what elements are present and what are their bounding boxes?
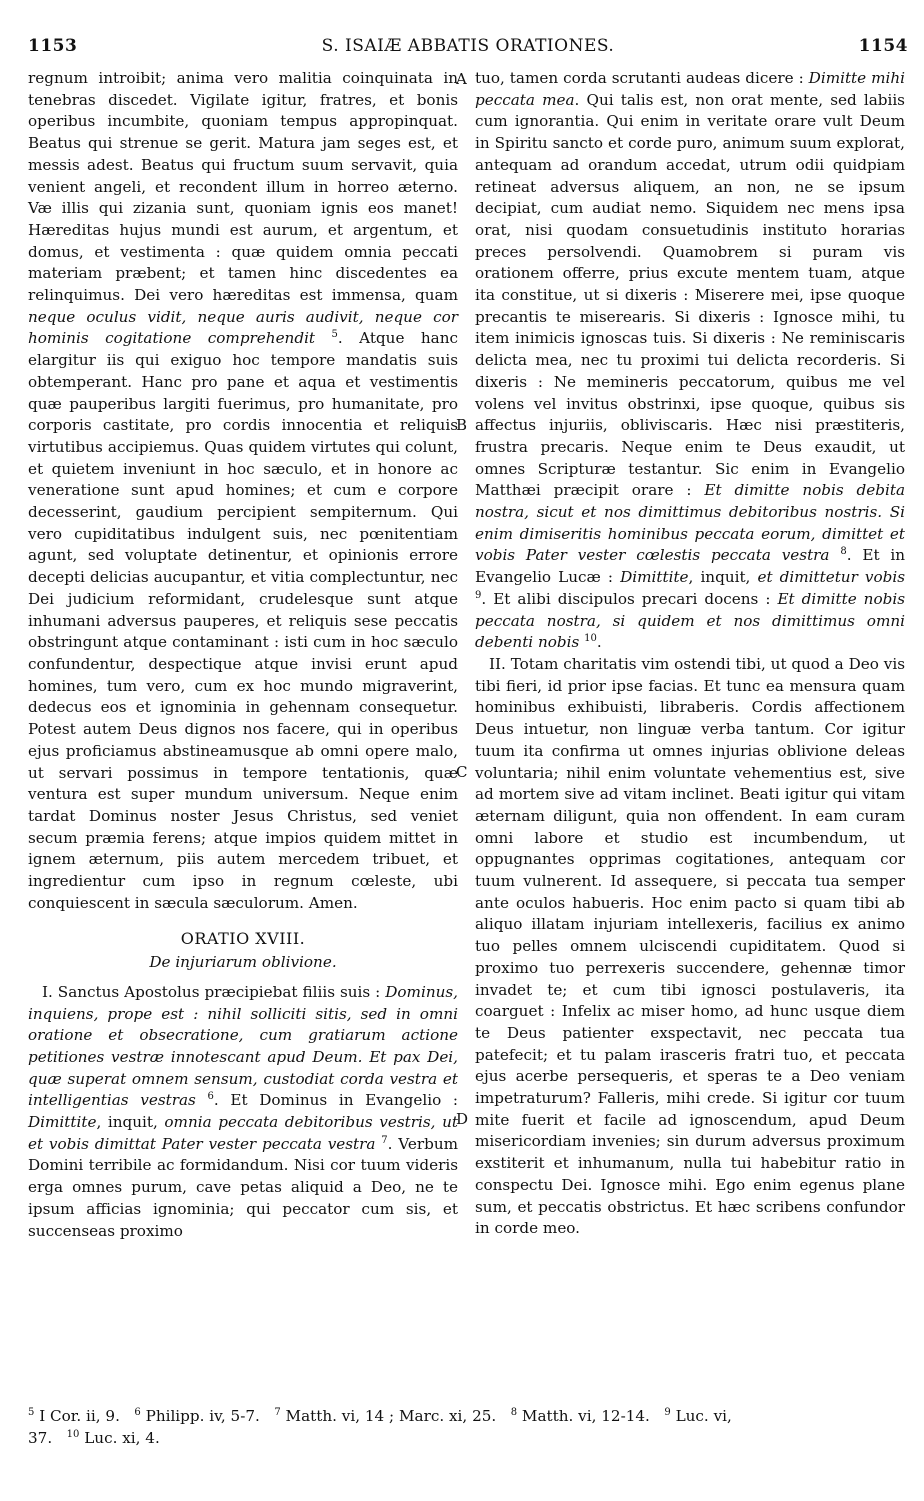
footnote-text: Matth. vi, 14 ; Marc. xi, 25. — [285, 1407, 497, 1425]
italic-quote: Dimittite — [28, 1113, 97, 1132]
footnote-number: 9 — [664, 1406, 671, 1418]
italic-quote: Et dimitte nobis debita nostra, sicut et nos dimittimus debitoribus nostris. Si enim dimiseritis hominibus peccata eorum, dimittet et vobis Pater vester cœlestis peccata vestra — [475, 481, 906, 565]
text-run: . Atque hanc elargitur iis qui exiguo hoc tempore mandatis suis obtemperant. Hanc pro pane et aqua et vestimentis quæ pauperibus largiti fuerimus, pro humanitate, pro corporis castitate, pro cordis innocentia et reliquis virtutibus accipiemus. Quas quidem virtutes qui colunt, et quietem inveniunt in hoc sæculo, et in honore ac veneratione sunt apud homines; et cum e corpore decesserint, gaudium percipient sempiternum. Qui vero cupiditatibus indulgent suis, nec pœnitentiam agunt, sed voluptate detinentur, et opinionis errore decepti delicias aucupantur, et vitia complectuntur, nec Dei judicium reformidant, crudelesque sunt atque inhumani adversus pauperes, et reliquis sese peccatis obstringunt atque contaminant : isti cum in hoc sæculo confundentur, despectique atque invisi erunt apud homines, tum vero, cum ex hoc mundo migraverint, dedecus eos et ignominia in gehennam consequetur. Potest autem Deus dignos nos facere, qui in operibus ejus proficiamus abstineamusque ab omni opere malo, ut servari possimus in tempore tentationis, quæ ventura est super mundum universum. Neque enim tardat Dominus noster Jesus Christus, sed veniet secum præmia ferens; atque impios quidem mittet in ignem æternum, piis autem mercedem tribuet, et ingredientur cum ipso in regnum cœleste, ubi conquiescent in sæcula sæculorum. Amen. — [28, 329, 458, 912]
paragraph-left-2 — [28, 982, 458, 1242]
text-run: . Et alibi discipulos precari docens : — [481, 589, 771, 608]
italic-quote: et dimittetur vobis — [757, 568, 906, 587]
footnote-ref: 10 — [584, 633, 597, 645]
text-run: regnum introibit; anima vero malitia coinquinata in tenebras discedet. Vigilate igitur, fratres, et bonis operibus incumbite, quoniam tempus appropinquat. Beatus qui strenue se gerit. Matura jam seges est, et messis adest. Beatus qui fructum suum servavit, quia venient angeli, et recondent illum in horreo æterno. Væ illis qui zizania sunt, quoniam ignis eos manet! Hæreditas hujus mundi est aurum, et argentum, et domus, et vestimenta : quæ quidem omnia peccati materiam præbent; et tamen hinc discedentes ea relinquimus. Dei vero hæreditas est immensa, quam — [28, 69, 458, 305]
footnote-ref: 8 — [840, 546, 847, 558]
footnotes — [28, 1405, 904, 1449]
paragraph-left-1 — [28, 68, 458, 914]
text-run: . Qui talis est, non orat mente, sed labiis cum ignorantia. Qui enim in veritate orare vult Deum in Spiritu sancto et corde puro, animum suum explorat, antequam ad orandum accedat, utrum odii quidpiam retineat adversus aliquem, an non, ne se ipsum decipiat, cum audiat nemo. Siquidem nec mens ipsa orat, nisi quodam consuetudinis instituto horarias preces persolvendi. Quamobrem si puram vis orationem offerre, prius excute mentem tuam, atque ita constitue, ut si dixeris : Miserere mei, ipse quoque precantis te miserearis. Si dixeris : Ignosce mihi, tu item inimicis ignoscas tuis. Si dixeris : Ne reminiscaris delicta mea, nec tu proximi tui delicta recorderis. Si dixeris : Ne memineris peccatorum, quibus me vel volens vel invitus obstrinxi, ipse quoque, quibus sis affectus injuriis, obliviscaris. Hæc nisi præstiteris, frustra precaris. Neque enim te Deus exaudit, ut omnes Scripturæ testantur. Sic enim in Evangelio Matthæi præcipit orare : — [475, 90, 905, 500]
text-run: tuo, tamen corda scrutanti audeas dicere : — [475, 69, 804, 87]
page-number-left: 1153 — [28, 36, 78, 56]
section-title: ORATIO XVIII. — [180, 929, 306, 949]
running-header — [28, 36, 908, 62]
footnote-text: Philipp. iv, 5-7. — [145, 1407, 260, 1425]
footnote-text: I Cor. ii, 9. — [39, 1407, 120, 1425]
margin-letter-d: D — [456, 1110, 469, 1128]
text-run: , inquit, — [688, 568, 751, 587]
italic-quote: Dimitte mihi peccata mea — [475, 69, 905, 109]
left-column — [28, 68, 458, 1242]
footnote-ref: 5 — [331, 329, 338, 341]
italic-quote: neque oculus vidit, neque auris audivit, neque cor hominis cogitatione comprehendit — [28, 307, 458, 348]
footnote-text: 37. — [28, 1429, 53, 1447]
footnote-ref: 7 — [381, 1134, 388, 1146]
italic-quote: omnia peccata debitoribus vestris, ut et vobis dimittat Pater vester peccata vestra — [28, 1113, 458, 1153]
section-subtitle: De injuriarum oblivione. — [149, 953, 337, 972]
footnote-text: Matth. vi, 12-14. — [521, 1407, 650, 1425]
text-run: I. Sanctus Apostolus præcipiebat filiis suis : — [42, 982, 381, 1001]
italic-quote: Et dimitte nobis peccata nostra, si quidem et nos dimittimus omni debenti nobis — [475, 589, 905, 652]
footnote-number: 8 — [510, 1406, 518, 1418]
text-run: . — [596, 633, 602, 652]
right-column — [475, 68, 905, 1240]
footnote-number: 7 — [274, 1406, 281, 1418]
text-run: . Et in Evangelio Lucæ : — [475, 546, 906, 587]
footnote-number: 6 — [134, 1406, 141, 1418]
text-run: , inquit, — [96, 1113, 158, 1132]
margin-letter-b: B — [456, 416, 468, 434]
footnote-text: Luc. vi, — [675, 1407, 732, 1425]
page-number-right: 1154 — [858, 36, 908, 56]
margin-letter-a: A — [456, 70, 467, 88]
paragraph-right-1 — [475, 68, 905, 654]
italic-quote: Dimittite — [620, 568, 689, 587]
paragraph-right-2: II. Totam charitatis vim ostendi tibi, ut quod a Deo vis tibi fieri, id prior ipse facias. Et tunc ea mensura quam hominibus exhibuisti, libraberis. Cordis affectionem Deus intuetur, non linguæ verba tantum. Cor igitur tuum ita confirma ut omnes injurias oblivione deleas voluntaria; nihil enim voluntate vehementius est, sive ad mortem sive ad vitam inclinet. Beati igitur qui vitam æternam diligunt, quia non offendent. In eam curam omni labore et studio est incumbendum, ut oppugnantes opprimas cogitationes, antequam cor tuum vulnerent. Id assequere, si peccata tua semper ante oculos habueris. Hoc enim pacto si quam tibi ab aliquo illatam injuriam intellexeris, facilius ex animo tuo pelles omnem ulciscendi cupiditatem. Quod si proximo tuo perrexeris succendere, gehennæ timor invadet te; et cum tibi ignosci postulaveris, ita coarguet : Infelix ac miser homo, ad hunc usque diem te Deus patienter exspectavit, nec peccata tua patefecit; et tu palam irasceris fratri tuo, et peccata ejus acerbe persequeris, et speras te a Deo veniam impetraturum? Falleris, mihi crede. Si igitur cor tuum mite fuerit et facile ad ignoscendum, apud Deum misericordiam invenies; sin durum adversus proximum exstiterit et inhumanum, nulla tui habebitur ratio in conspectu Dei. Ignosce mihi. Ego enim egenus plane sum, et peccatis obstrictus. Et hæc scribens confundor in corde meo. — [475, 654, 905, 1238]
text-run: . Verbum Domini terribile ac formidandum. Nisi cor tuum videris erga omnes purum, cave petas aliquid a Deo, ne te ipsum afficias ignominia; qui peccator cum sis, et succenseas proximo — [28, 1134, 458, 1240]
text-run: . Et Dominus in Evangelio : — [213, 1091, 458, 1110]
footnote-text: Luc. xi, 4. — [84, 1429, 160, 1447]
italic-quote: Dominus, inquiens, prope est : nihil solliciti sitis, sed in omni oratione et obsecratione, cum gratiarum actione petitiones vestræ innotescant apud Deum. Et pax Dei, quæ superat omnem sensum, custodiat corda vestra et intelligentias vestras — [28, 982, 458, 1110]
footnote-ref: 9 — [475, 589, 482, 601]
running-title: S. ISAIÆ ABBATIS ORATIONES. — [321, 36, 615, 56]
footnote-number: 5 — [28, 1406, 35, 1418]
footnote-number: 10 — [66, 1428, 80, 1440]
margin-letter-c: C — [456, 763, 468, 781]
footnote-ref: 6 — [207, 1091, 214, 1103]
